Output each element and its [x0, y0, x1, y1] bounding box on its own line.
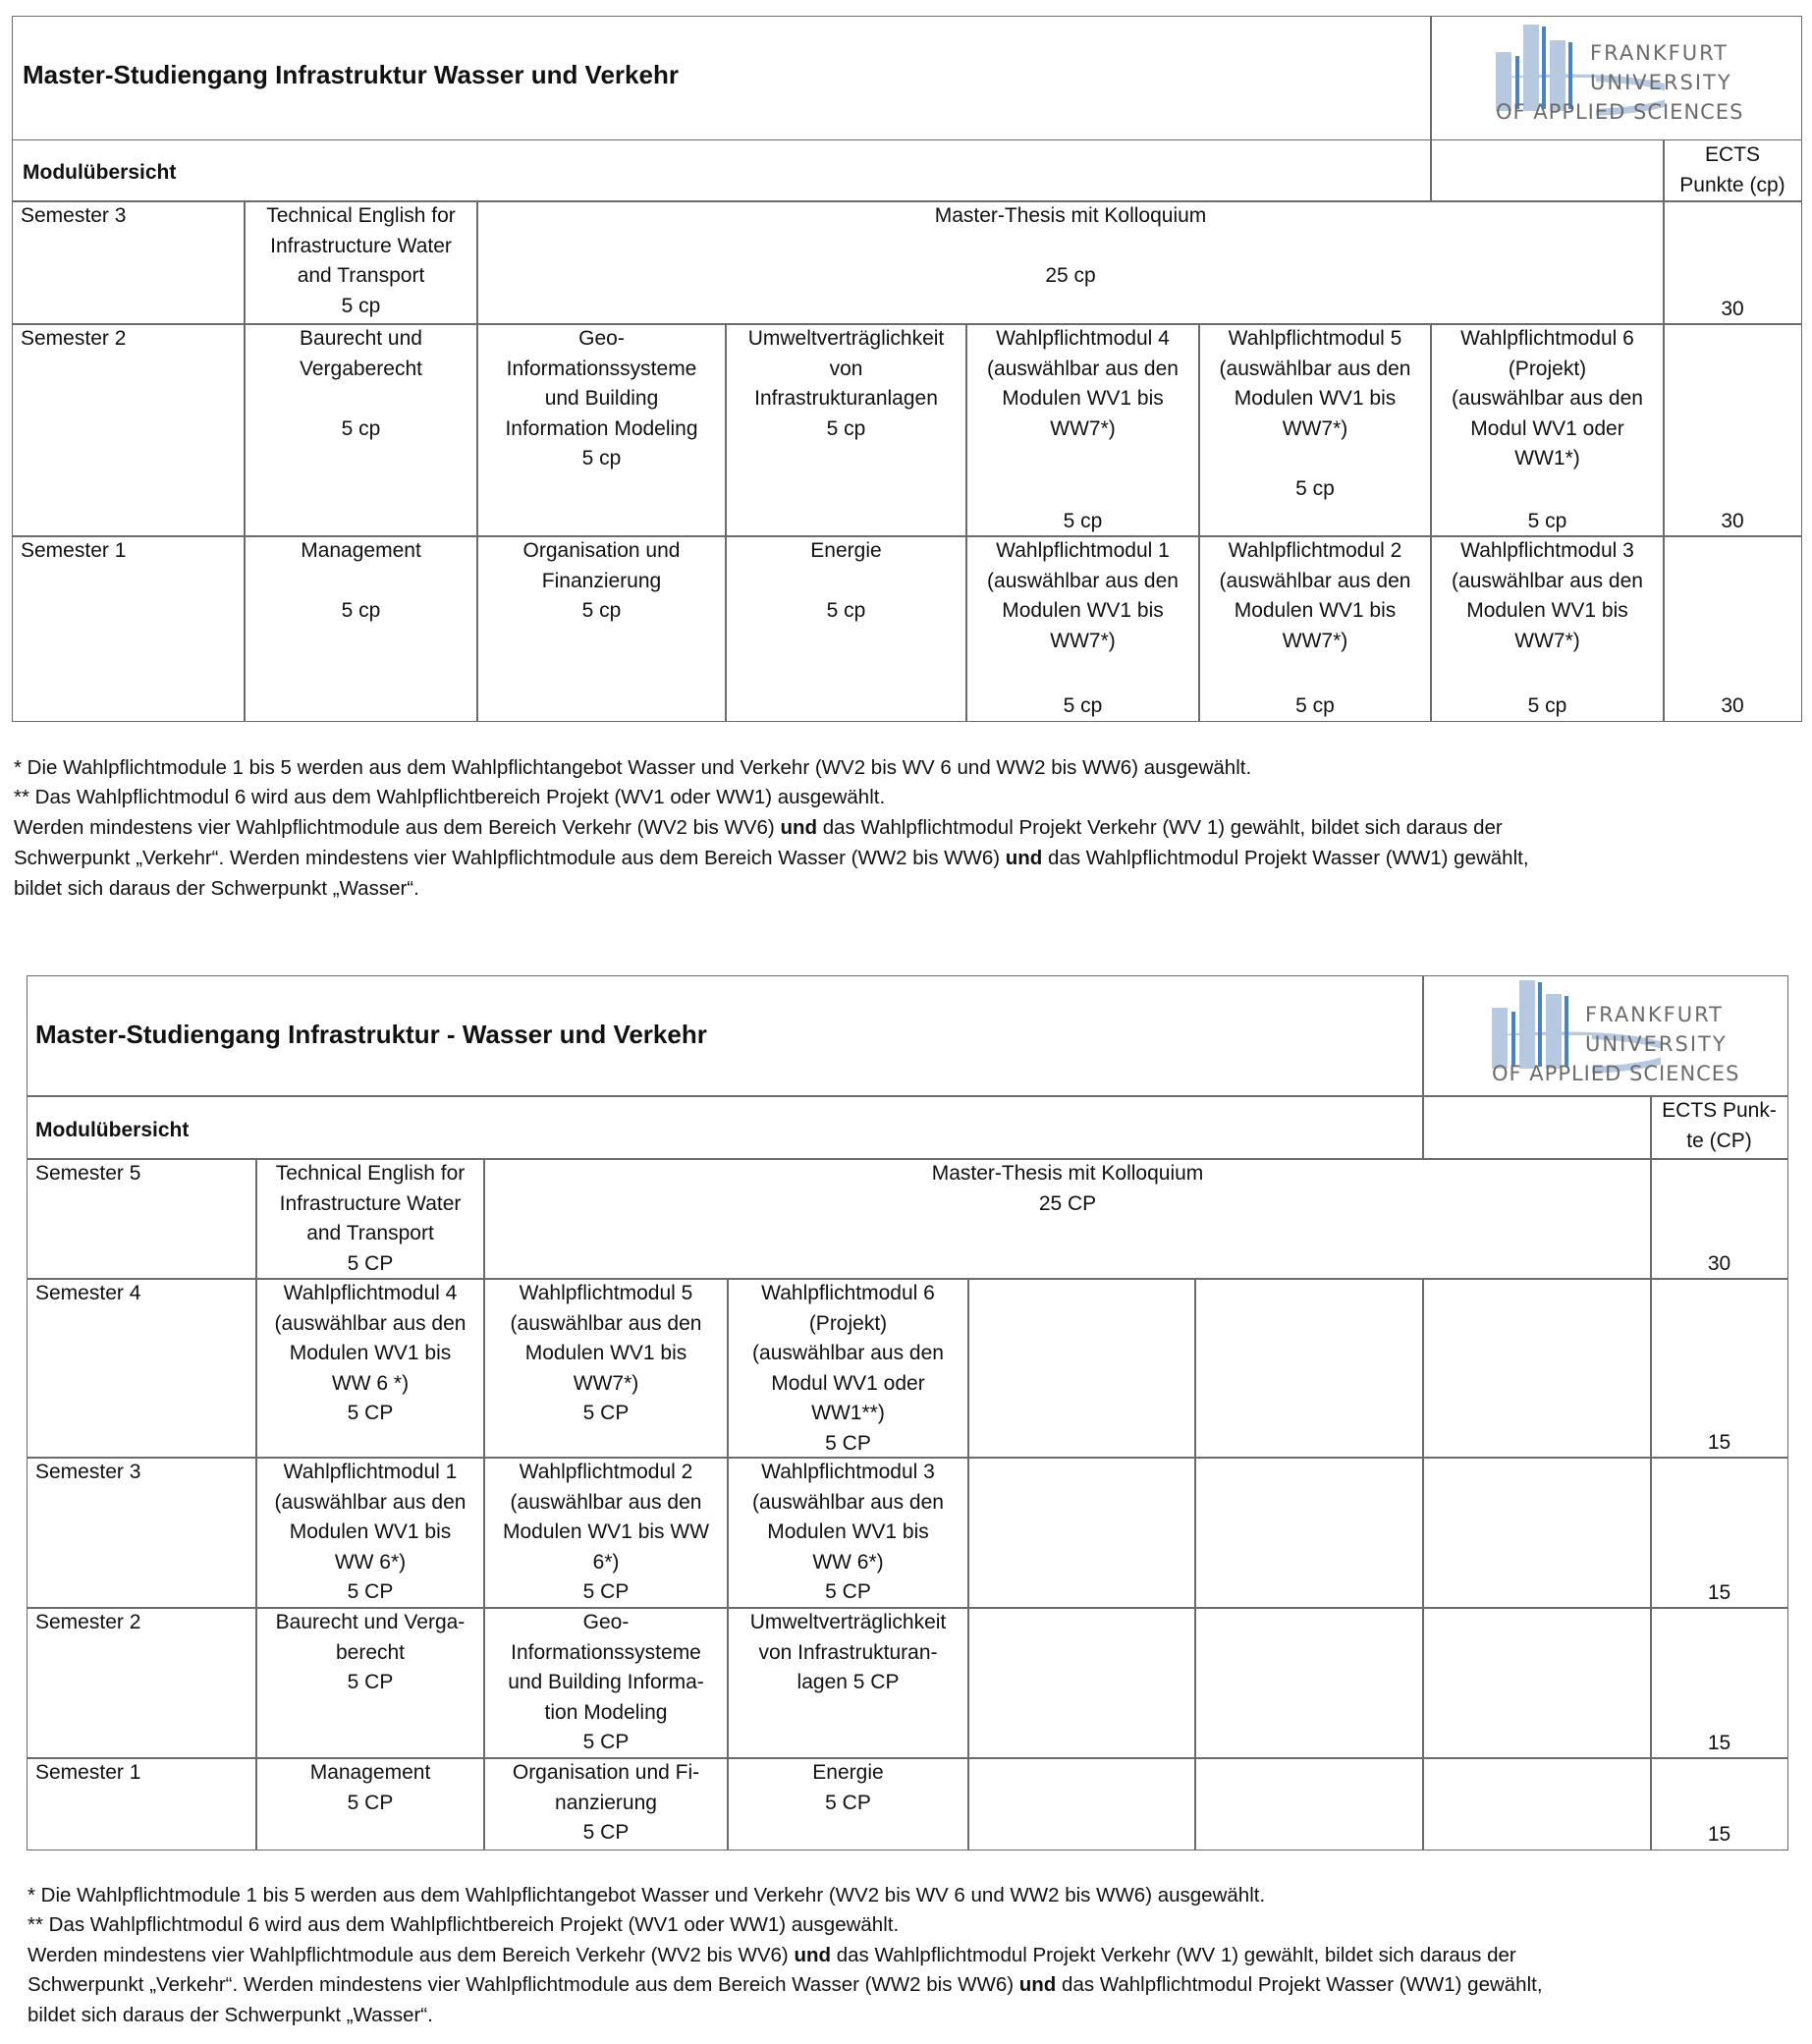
cell-text: WW 6*) — [812, 1550, 884, 1574]
cell-text: Semester 3 — [21, 204, 127, 227]
cell-text: Semester 3 — [35, 1461, 141, 1483]
cell-text: (auswählbar aus den — [510, 1490, 702, 1514]
elective-module-cell — [483, 1457, 729, 1609]
cell-text: (Projekt) — [808, 1311, 888, 1335]
focus-paragraph-line — [27, 1941, 1516, 1970]
logo-text-frankfurt: FRANKFURT — [1585, 1003, 1725, 1026]
logo-text-applied-sciences: OF APPLIED SCIENCES — [1496, 100, 1744, 124]
module-cell — [727, 1607, 969, 1759]
ects-total — [1663, 323, 1802, 537]
cell-text: WW7*) — [1514, 629, 1580, 652]
empty-cell — [1422, 1607, 1652, 1759]
cell-text: WW7*) — [1282, 416, 1348, 440]
focus-paragraph-line — [27, 1970, 1543, 2000]
cell-text: Infrastrukturanlagen — [754, 387, 938, 410]
note-text: das Wahlpflichtmodul Projekt Wasser (WW1) gewählt, — [1042, 847, 1529, 869]
cell-text: 5 cp — [341, 599, 381, 622]
module-cell — [476, 323, 727, 537]
cell-text: 5 CP — [582, 1402, 630, 1424]
note-text: bildet sich daraus der Schwerpunkt „Wasser“. — [14, 877, 419, 900]
cell-text: berecht — [335, 1640, 406, 1664]
elective-module-cell — [1198, 323, 1432, 537]
cell-text: 5 CP — [347, 1251, 394, 1275]
module-cell — [483, 1607, 729, 1759]
cell-text: WW1*) — [1514, 447, 1580, 470]
semester-label — [27, 1757, 257, 1851]
empty-cell — [1422, 1757, 1652, 1851]
cell-text: Finanzierung — [541, 569, 662, 592]
logo-text-frankfurt: FRANKFURT — [1590, 41, 1730, 65]
cell-text: (auswählbar aus den — [1219, 357, 1411, 380]
module-cell — [483, 1757, 729, 1851]
cell-text: Technical English for — [275, 1162, 466, 1185]
note-text: das Wahlpflichtmodul Projekt Verkehr (WV 1) gewählt, bildet sich daraus der — [831, 1944, 1516, 1966]
cell-text: 5 CP — [347, 1671, 394, 1693]
cell-text: Master-Thesis mit Kolloquium — [931, 1162, 1204, 1185]
cell-text: 30 — [1721, 297, 1744, 320]
cell-text: 5 cp — [1063, 693, 1103, 717]
note-text: Schwerpunkt „Verkehr“. Werden mindestens vier Wahlpflichtmodule aus dem Bereich Wasser (WW2 bis WW6) — [14, 847, 1006, 869]
empty-cell — [1194, 1757, 1424, 1851]
semester-label — [27, 1457, 257, 1609]
footnote-single-asterisk: * Die Wahlpflichtmodule 1 bis 5 werden aus dem Wahlpflichtangebot Wasser und Verkehr (WV2 bis WV 6 und WW2 bis WW6) ausgewählt. — [27, 1884, 1266, 1906]
cell-text: Informationssysteme — [511, 1640, 701, 1664]
cell-text: Organisation und — [522, 539, 681, 562]
thesis-cell — [483, 1158, 1652, 1280]
cell-text: 5 CP — [825, 1431, 871, 1455]
ects-total — [1650, 1757, 1788, 1851]
module-cell — [244, 535, 478, 722]
ects-total — [1663, 200, 1802, 325]
note-text: das Wahlpflichtmodul Projekt Wasser (WW1) gewählt, — [1056, 1973, 1543, 1996]
module-cell — [255, 1158, 485, 1280]
empty-cell — [1194, 1607, 1424, 1759]
cell-text: Semester 4 — [35, 1282, 141, 1304]
cell-text: 30 — [1721, 693, 1744, 717]
cell-text: (auswählbar aus den — [752, 1342, 944, 1364]
cell-text: 5 cp — [581, 599, 622, 622]
cell-text: 15 — [1707, 1430, 1731, 1454]
cell-text: 5 cp — [1295, 476, 1335, 500]
blank-header-cell — [1422, 1095, 1652, 1160]
footnote-double-asterisk: ** Das Wahlpflichtmodul 6 wird aus dem Wahlpflichtbereich Projekt (WV1 oder WW1) ausgewählt. — [14, 786, 886, 808]
cell-text: (auswählbar aus den — [987, 357, 1179, 380]
ects-header — [1650, 1095, 1788, 1160]
module-cell — [244, 323, 478, 537]
semester-label — [27, 1278, 257, 1459]
cell-text: Modulen WV1 bis — [767, 1520, 929, 1543]
cell-text: ECTS — [1704, 143, 1760, 166]
cell-text: Semester 2 — [35, 1611, 141, 1633]
focus-paragraph-line — [27, 2001, 433, 2030]
semester-label — [12, 200, 246, 325]
cell-text: 5 CP — [825, 1791, 871, 1814]
cell-text: Energie — [810, 539, 882, 562]
cell-text: 5 cp — [1527, 693, 1567, 717]
logo-cell — [1422, 975, 1788, 1097]
cell-text: Baurecht und Verga- — [275, 1611, 466, 1633]
cell-text: Modulen WV1 bis WW — [502, 1520, 710, 1543]
cell-text: 30 — [1721, 509, 1744, 532]
cell-text: WW7*) — [1050, 629, 1116, 652]
cell-text: 5 cp — [341, 416, 381, 440]
cell-text: Baurecht und — [300, 327, 422, 350]
cell-text: (auswählbar aus den — [1452, 387, 1643, 410]
cell-text: (Projekt) — [1508, 357, 1587, 380]
cell-text: 5 cp — [1063, 509, 1103, 532]
focus-paragraph-line — [14, 844, 1529, 873]
cell-text: 5 cp — [826, 599, 866, 622]
cell-text: Wahlpflichtmodul 4 — [283, 1282, 458, 1304]
ects-header — [1663, 139, 1802, 202]
table-title-cell — [12, 16, 1432, 140]
cell-text: 15 — [1707, 1731, 1731, 1754]
cell-text: Wahlpflichtmodul 3 — [1460, 539, 1634, 562]
cell-text: Modulen WV1 bis — [524, 1342, 687, 1364]
cell-text: von Infrastrukturan- — [758, 1640, 938, 1664]
cell-text: 5 CP — [582, 1821, 630, 1844]
elective-module-cell — [255, 1278, 485, 1459]
cell-text: Wahlpflichtmodul 3 — [761, 1461, 935, 1483]
table-subtitle: Modulübersicht — [35, 1119, 190, 1141]
cell-text: 5 CP — [582, 1731, 630, 1753]
cell-text: Infrastructure Water — [270, 234, 452, 257]
note-text: Schwerpunkt „Verkehr“. Werden mindestens vier Wahlpflichtmodule aus dem Bereich Wasser (WW2 bis WW6) — [27, 1973, 1019, 1996]
cell-text: 5 cp — [1527, 509, 1567, 532]
module-cell — [255, 1757, 485, 1851]
cell-text: WW 6*) — [334, 1550, 407, 1574]
cell-text: Geo- — [578, 327, 625, 350]
cell-text: 5 CP — [825, 1580, 871, 1603]
cell-text: und Building — [544, 387, 659, 410]
empty-cell — [1194, 1278, 1424, 1459]
note-text: Werden mindestens vier Wahlpflichtmodule aus dem Bereich Verkehr (WV2 bis WV6) — [27, 1944, 795, 1966]
cell-text: WW1**) — [811, 1402, 885, 1424]
module-cell — [255, 1607, 485, 1759]
cell-text: lagen 5 CP — [796, 1671, 900, 1693]
elective-module-cell — [1430, 535, 1665, 722]
cell-text: Wahlpflichtmodul 5 — [1228, 327, 1402, 350]
empty-cell — [967, 1607, 1196, 1759]
cell-text: (auswählbar aus den — [752, 1490, 944, 1514]
cell-text: Management — [309, 1761, 431, 1784]
ects-total — [1663, 535, 1802, 722]
cell-text: von — [829, 357, 863, 380]
note-text: bildet sich daraus der Schwerpunkt „Wasser“. — [27, 2004, 433, 2026]
cell-text: Wahlpflichtmodul 1 — [283, 1461, 458, 1483]
cell-text: WW7*) — [1282, 629, 1348, 652]
elective-module-cell — [965, 535, 1200, 722]
elective-module-cell — [965, 323, 1200, 537]
module-cell — [244, 200, 478, 325]
logo-text-applied-sciences: OF APPLIED SCIENCES — [1492, 1062, 1740, 1085]
module-cell — [725, 323, 967, 537]
cell-text: 30 — [1707, 1251, 1731, 1275]
bold-text: und — [1018, 1973, 1057, 1996]
cell-text: Semester 1 — [35, 1761, 141, 1784]
cell-text: Organisation und Fi- — [512, 1761, 700, 1784]
elective-module-cell — [483, 1278, 729, 1459]
logo-cell — [1430, 16, 1802, 140]
footnote-double-asterisk: ** Das Wahlpflichtmodul 6 wird aus dem Wahlpflichtbereich Projekt (WV1 oder WW1) ausgewählt. — [27, 1913, 900, 1936]
module-cell — [727, 1757, 969, 1851]
cell-text: 5 cp — [1295, 693, 1335, 717]
semester-label — [27, 1607, 257, 1759]
cell-text: Information Modeling — [505, 416, 698, 440]
semester-label — [12, 323, 246, 537]
bold-text: und — [780, 816, 818, 839]
empty-cell — [1422, 1457, 1652, 1609]
cell-text: Technical English for — [266, 204, 456, 227]
cell-text: Master-Thesis mit Kolloquium — [934, 204, 1207, 227]
cell-text: Modulen WV1 bis — [1466, 599, 1628, 622]
table-title: Master-Studiengang Infrastruktur Wasser und Verkehr — [23, 60, 679, 89]
cell-text: Modulen WV1 bis — [289, 1342, 452, 1364]
cell-text: Wahlpflichtmodul 6 — [1460, 327, 1634, 350]
cell-text: 5 CP — [347, 1580, 394, 1603]
focus-paragraph-line — [14, 813, 1503, 843]
cell-text: 5 CP — [347, 1402, 394, 1424]
cell-text: Modulen WV1 bis — [1002, 387, 1164, 410]
cell-text: ECTS Punk- — [1662, 1099, 1777, 1122]
logo-text-university: UNIVERSITY — [1585, 1032, 1728, 1056]
note-text: das Wahlpflichtmodul Projekt Verkehr (WV 1) gewählt, bildet sich daraus der — [817, 816, 1503, 839]
cell-text: 5 cp — [581, 447, 622, 470]
note-text: Werden mindestens vier Wahlpflichtmodule aus dem Bereich Verkehr (WV2 bis WV6) — [14, 816, 781, 839]
semester-label — [27, 1158, 257, 1280]
cell-text: Modul WV1 oder — [771, 1371, 925, 1395]
cell-text: Management — [301, 539, 421, 562]
elective-module-cell — [727, 1278, 969, 1459]
cell-text: (auswählbar aus den — [510, 1311, 702, 1335]
cell-text: WW 6 *) — [331, 1371, 410, 1395]
empty-cell — [967, 1757, 1196, 1851]
cell-text: und Building Informa- — [508, 1671, 704, 1693]
blank-header-cell — [1430, 139, 1665, 202]
empty-cell — [967, 1278, 1196, 1459]
cell-text: Semester 2 — [21, 327, 127, 350]
cell-text: (auswählbar aus den — [987, 569, 1179, 592]
cell-text: Infrastructure Water — [279, 1191, 462, 1215]
cell-text: Modulen WV1 bis — [289, 1520, 452, 1543]
cell-text: and Transport — [306, 1222, 434, 1244]
ects-total — [1650, 1158, 1788, 1280]
module-cell — [725, 535, 967, 722]
table-title-cell — [27, 975, 1424, 1097]
cell-text: 5 CP — [347, 1791, 394, 1814]
cell-text: Modulen WV1 bis — [1234, 599, 1397, 622]
cell-text: (auswählbar aus den — [274, 1311, 467, 1335]
bold-text: und — [1005, 847, 1043, 869]
cell-text: WW7*) — [573, 1371, 639, 1395]
cell-text: Energie — [812, 1761, 884, 1784]
ects-total — [1650, 1457, 1788, 1609]
subtitle-cell — [12, 139, 1432, 202]
cell-text: Punkte (cp) — [1679, 173, 1785, 196]
bold-text: und — [794, 1944, 832, 1966]
empty-cell — [1194, 1457, 1424, 1609]
cell-text: tion Modeling — [544, 1700, 668, 1724]
cell-text: 5 CP — [582, 1580, 630, 1603]
cell-text: Semester 5 — [35, 1162, 141, 1185]
elective-module-cell — [1430, 323, 1665, 537]
cell-text: Modulen WV1 bis — [1002, 599, 1164, 622]
cell-text: 25 cp — [1045, 264, 1096, 287]
cell-text: (auswählbar aus den — [274, 1490, 467, 1514]
module-cell — [476, 535, 727, 722]
cell-text: 6*) — [592, 1550, 620, 1574]
cell-text: Geo- — [582, 1611, 630, 1633]
cell-text: Informationssysteme — [506, 357, 697, 380]
table-title: Master-Studiengang Infrastruktur - Wasser und Verkehr — [35, 1020, 707, 1049]
cell-text: Vergaberecht — [300, 357, 422, 380]
table-subtitle: Modulübersicht — [23, 161, 177, 184]
cell-text: 25 CP — [1038, 1191, 1097, 1215]
cell-text: Umweltverträglichkeit — [749, 1611, 947, 1633]
cell-text: Wahlpflichtmodul 6 — [761, 1282, 935, 1304]
subtitle-cell — [27, 1095, 1424, 1160]
cell-text: Wahlpflichtmodul 5 — [519, 1282, 693, 1304]
cell-text: Wahlpflichtmodul 2 — [1228, 539, 1402, 562]
cell-text: WW7*) — [1050, 416, 1116, 440]
cell-text: 15 — [1707, 1822, 1731, 1846]
elective-module-cell — [255, 1457, 485, 1609]
cell-text: 5 cp — [341, 294, 381, 317]
cell-text: Umweltverträglichkeit — [747, 327, 945, 350]
cell-text: Wahlpflichtmodul 1 — [996, 539, 1170, 562]
cell-text: (auswählbar aus den — [1452, 569, 1643, 592]
cell-text: Modul WV1 oder — [1470, 416, 1624, 440]
empty-cell — [967, 1457, 1196, 1609]
cell-text: Wahlpflichtmodul 4 — [996, 327, 1170, 350]
cell-text: and Transport — [297, 264, 425, 287]
logo-text-university: UNIVERSITY — [1590, 71, 1732, 94]
cell-text: nanzierung — [555, 1791, 657, 1814]
cell-text: 5 cp — [826, 416, 866, 440]
cell-text: Modulen WV1 bis — [1234, 387, 1397, 410]
cell-text: 15 — [1707, 1580, 1731, 1604]
focus-paragraph-line — [14, 874, 419, 904]
elective-module-cell — [1198, 535, 1432, 722]
semester-label — [12, 535, 246, 722]
ects-total — [1650, 1278, 1788, 1459]
elective-module-cell — [727, 1457, 969, 1609]
cell-text: Semester 1 — [21, 539, 127, 562]
footnote-single-asterisk: * Die Wahlpflichtmodule 1 bis 5 werden aus dem Wahlpflichtangebot Wasser und Verkehr (WV2 bis WV 6 und WW2 bis WW6) ausgewählt. — [14, 756, 1252, 779]
cell-text: te (CP) — [1686, 1129, 1752, 1152]
empty-cell — [1422, 1278, 1652, 1459]
ects-total — [1650, 1607, 1788, 1759]
cell-text: (auswählbar aus den — [1219, 569, 1411, 592]
cell-text: Wahlpflichtmodul 2 — [519, 1461, 693, 1483]
thesis-cell — [476, 200, 1665, 325]
